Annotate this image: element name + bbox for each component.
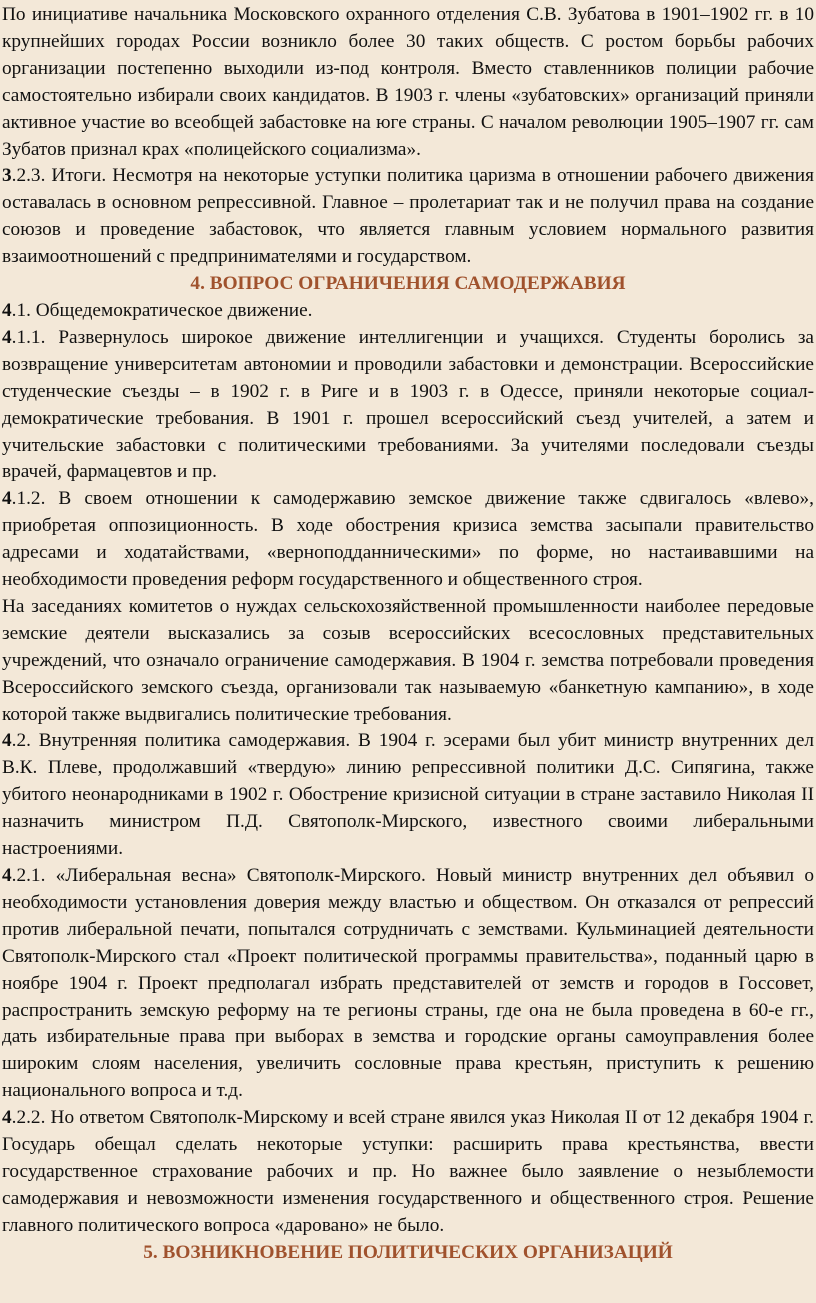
section-heading-4: 4. ВОПРОС ОГРАНИЧЕНИЯ САМОДЕРЖАВИЯ	[190, 273, 626, 295]
paragraph-3-2-3	[2, 163, 814, 271]
paragraph-text: .2.2. Но ответом Святополк-Мирскому и всей стране явился указ Николая II от 12 декабря 1904 г. Государь обещал сделать некоторые уступки: расширить права крестьянства, ввести государственное страхование рабочих и пр. Но важнее было заявление о незыблемости самодержавия и невозможности изменения государственного и общественного строя. Решение главного политического вопроса «даровано» не было.	[2, 1107, 814, 1236]
paragraph-text: По инициативе начальника Московского охранного отделения С.В. Зубатова в 1901–1902 гг. в 10 крупнейших городах России возникло более 30 таких обществ. С ростом борьбы рабочих организации постепенно выходили из-под контроля. Вместо ставленников полиции рабочие самостоятельно избирали своих кандидатов. В 1903 г. члены «зубатовских» организаций приняли активное участие во всеобщей забастовке на юге страны. С началом революции 1905–1907 гг. сам Зубатов признал крах «полицейского социализма».	[2, 4, 814, 160]
paragraph-text: .2.3. Итоги. Несмотря на некоторые уступки политика царизма в отношении рабочего движения оставалась в основном репрессивной. Главное – пролетариат так и не получил права на создание союзов и проведение забастовок, что является главным условием нормального развития взаимоотношений с предпринимателями и государством.	[2, 165, 814, 268]
paragraph-4-1-2	[2, 486, 814, 594]
paragraph-text: .1.1. Развернулось широкое движение интеллигенции и учащихся. Студенты боролись за возвращение университетам автономии и проводили забастовки и демонстрации. Всероссийские студенческие съезды – в 1902 г. в Риге и в 1903 г. в Одессе, приняли некоторые социал-демократические требования. В 1901 г. прошел всероссийский съезд учителей, а затем и учительские забастовки с политическими требованиями. За учителями последовали съезды врачей, фармацевтов и пр.	[2, 326, 814, 483]
paragraph-4-2	[2, 728, 814, 863]
paragraph-text: .1.2. В своем отношении к самодержавию земское движение также сдвигалось «влево», приобретая оппозиционность. В ходе обострения кризиса земства засыпали правительство адресами и ходатайствами, «верноподданническими» по форме, но настаивавшими на необходимости проведения реформ государственного и общественного строя.	[2, 488, 814, 591]
paragraph-4-1	[2, 298, 814, 325]
paragraph-number: 3	[2, 165, 12, 187]
paragraph-zemstvo-committees	[2, 594, 814, 729]
paragraph-number: 4	[2, 488, 12, 510]
paragraph-4-1-1	[2, 325, 814, 486]
paragraph-text: .1. Общедемократическое движение.	[11, 299, 313, 321]
paragraph-number: 4	[2, 299, 12, 321]
paragraph-number: 4	[2, 326, 12, 348]
paragraph-number: 4	[2, 730, 12, 752]
section-heading-5: 5. ВОЗНИКНОВЕНИЕ ПОЛИТИЧЕСКИХ ОРГАНИЗАЦИЙ	[143, 1241, 673, 1263]
paragraph-text: .2. Внутренняя политика самодержавия. В 1904 г. эсерами был убит министр внутренних дел В.К. Плеве, продолжавший «твердую» линию репрессивной политики Д.С. Сипягина, также убитого неонародниками в 1902 г. Обострение кризисной ситуации в стране заставило Николая II назначить министром П.Д. Святополк-Мирского, известного своими либеральными настроениями.	[2, 730, 814, 860]
paragraph-4-2-1	[2, 863, 814, 1105]
paragraph-number: 4	[2, 1107, 12, 1129]
document-page	[0, 2, 816, 1303]
paragraph-4-2-2	[2, 1105, 814, 1240]
paragraph-text: На заседаниях комитетов о нуждах сельскохозяйственной промышленности наиболее передовые земские деятели высказались за созыв всероссийских всесословных представительных учреждений, что означало ограничение самодержавия. В 1904 г. земства потребовали проведения Всероссийского земского съезда, организовали так называемую «банкетную кампанию», в ходе которой также выдвигались политические требования.	[2, 595, 814, 725]
paragraph-number: 4	[2, 865, 12, 886]
paragraph-zubatov	[2, 2, 814, 163]
paragraph-text: .2.1. «Либеральная весна» Святополк-Мирского. Новый министр внутренних дел объявил о необходимости установления доверия между властью и обществом. Он отказался от репрессий против либеральной печати, попытался сотрудничать с земствами. Кульминацией деятельности Святополк-Мирского стал «Проект политической программы правительства», поданный царю в ноябре 1904 г. Проект предполагал избрать представителей от земств и городов в Госсовет, распространить земскую реформу на те регионы страны, где она не была проведена в 60-е гг., дать избирательные права при выборах в земства и городские органы самоуправления более широким слоям населения, увеличить сословные права крестьян, приступить к решению национального вопроса и т.д.	[2, 865, 814, 1102]
